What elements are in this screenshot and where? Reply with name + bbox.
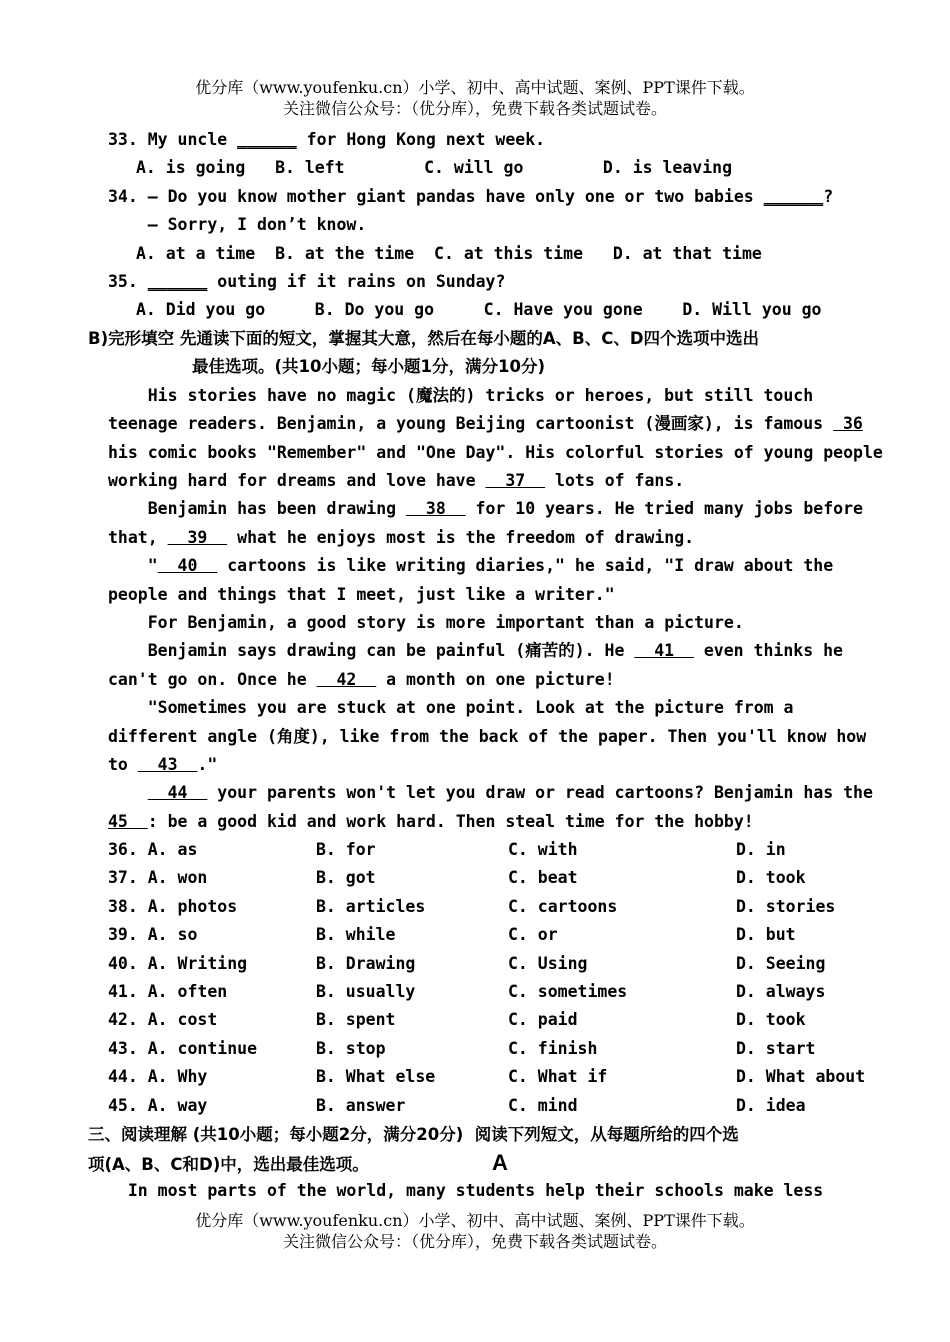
blank-38: 38 xyxy=(406,499,466,518)
choice-43-c: C. finish xyxy=(508,1038,598,1058)
passage-text: your parents won't let you draw or read cartoons? Benjamin has the xyxy=(207,783,873,802)
choice-45-b: B. answer xyxy=(316,1095,406,1115)
choice-36-b: B. for xyxy=(316,840,376,859)
blank-42: 42 xyxy=(316,670,377,689)
q34-stem-b: ? xyxy=(823,187,834,206)
passage-line-8: people and things that I meet, just like a writer." xyxy=(108,585,615,604)
blank-43: 43 xyxy=(137,755,198,774)
choice-45-c: C. mind xyxy=(508,1095,578,1115)
choice-37-d: D. took xyxy=(736,868,806,888)
choice-40-c: C. Using xyxy=(508,953,588,973)
section-3-instructions-1: 三、阅读理解 (共10小题；每小题2分，满分20分) 阅读下列短文，从每题所给的四个选 xyxy=(88,1125,739,1144)
q35-stem-b: outing if it rains on Sunday? xyxy=(207,272,506,291)
choice-36-d: D. in xyxy=(736,840,786,859)
blank-44: 44 xyxy=(147,783,208,802)
choice-38-b: B. articles xyxy=(316,896,426,916)
passage-line-7 xyxy=(108,555,833,577)
passage-text: can't go on. Once he xyxy=(108,670,317,689)
passage-text: lots of fans. xyxy=(545,471,685,490)
choice-45-a: 45. A. way xyxy=(108,1095,208,1115)
q33-options: A. is going B. left C. will go D. is leaving xyxy=(136,158,733,177)
choice-42-d: D. took xyxy=(736,1010,806,1030)
choice-38-d: D. stories xyxy=(736,896,836,916)
q34-stem-a: 34. — Do you know mother giant pandas have only one or two babies xyxy=(108,187,764,206)
header-line-1: 优分库（www.youfenku.cn）小学、初中、高中试题、案例、PPT课件下载。 xyxy=(195,78,755,97)
passage-text: cartoons is like writing diaries," he said, "I draw about the xyxy=(217,556,834,575)
question-33 xyxy=(108,129,545,151)
passage-line-5 xyxy=(108,498,863,520)
passage-line-10 xyxy=(108,640,843,662)
q33-stem-b: for Hong Kong next week. xyxy=(296,130,546,149)
q35-stem-a: 35. xyxy=(108,272,148,291)
choice-41-b: B. usually xyxy=(316,982,416,1001)
choice-39-d: D. but xyxy=(736,925,796,945)
question-34 xyxy=(108,186,833,208)
passage-text: : be a good kid and work hard. Then steal time for the hobby! xyxy=(147,812,754,831)
blank-39: 39 xyxy=(167,528,228,547)
passage-text: to xyxy=(108,755,138,774)
passage-text: " xyxy=(108,556,158,575)
passage-line-3: his comic books "Remember" and "One Day". His colorful stories of young people xyxy=(108,443,883,462)
passage-text: that, xyxy=(108,528,168,547)
blank-37: 37 xyxy=(485,471,546,490)
choice-39-b: B. while xyxy=(316,925,396,945)
choice-36-a: 36. A. as xyxy=(108,840,198,859)
choice-43-a: 43. A. continue xyxy=(108,1038,258,1058)
choice-39-c: C. or xyxy=(508,925,558,945)
header-line-2: 关注微信公众号：（优分库），免费下载各类试题试卷。 xyxy=(282,99,667,118)
passage-text: working hard for dreams and love have xyxy=(108,471,486,490)
choice-42-c: C. paid xyxy=(508,1010,578,1030)
choice-37-b: B. got xyxy=(316,868,376,888)
passage-text: Benjamin says drawing can be painful (痛苦的). He xyxy=(108,641,635,660)
choice-40-d: D. Seeing xyxy=(736,953,826,973)
passage-line-1: His stories have no magic (魔法的) tricks or heroes, but still touch xyxy=(108,386,814,405)
passage-line-14 xyxy=(108,754,217,776)
q33-blank: ______ xyxy=(237,130,297,149)
passage-line-16 xyxy=(108,811,754,833)
passage-text: for 10 years. He tried many jobs before xyxy=(465,499,863,518)
passage-text: teenage readers. Benjamin, a young Beijing cartoonist (漫画家), is famous xyxy=(108,414,834,433)
q35-blank: ______ xyxy=(147,272,208,291)
choice-44-d: D. What about xyxy=(736,1067,866,1087)
choice-40-a: 40. A. Writing xyxy=(108,953,248,973)
choice-43-b: B. stop xyxy=(316,1038,386,1058)
passage-line-9: For Benjamin, a good story is more important than a picture. xyxy=(108,613,744,632)
choice-36-c: C. with xyxy=(508,840,578,859)
passage-line-6 xyxy=(108,527,694,549)
q33-stem-a: 33. My uncle xyxy=(108,130,238,149)
passage-line-12: "Sometimes you are stuck at one point. Look at the picture from a xyxy=(108,698,794,717)
question-35 xyxy=(108,271,505,293)
choice-41-c: C. sometimes xyxy=(508,982,628,1001)
passage-text xyxy=(108,783,148,802)
choice-40-b: B. Drawing xyxy=(316,953,416,973)
section-b-instructions-1: B)完形填空 先通读下面的短文，掌握其大意，然后在每小题的A、B、C、D四个选项中选出 xyxy=(88,329,760,348)
passage-text: Benjamin has been drawing xyxy=(108,499,407,518)
choice-37-a: 37. A. won xyxy=(108,868,208,888)
q34-blank: ______ xyxy=(763,187,824,206)
reading-a-first-line: In most parts of the world, many students help their schools make less xyxy=(108,1181,824,1200)
q34-reply: — Sorry, I don’t know. xyxy=(108,215,367,234)
choice-39-a: 39. A. so xyxy=(108,925,198,945)
footer-line-2: 关注微信公众号：（优分库），免费下载各类试题试卷。 xyxy=(282,1232,667,1251)
blank-45: 45 xyxy=(108,812,148,831)
blank-36: 36 xyxy=(833,414,863,433)
section-3-instructions-2: 项(A、B、C和D)中，选出最佳选项。 xyxy=(88,1155,369,1174)
footer-line-1: 优分库（www.youfenku.cn）小学、初中、高中试题、案例、PPT课件下载。 xyxy=(195,1211,755,1230)
passage-text: even thinks he xyxy=(693,641,843,660)
choice-37-c: C. beat xyxy=(508,868,578,888)
passage-text: what he enjoys most is the freedom of drawing. xyxy=(227,528,695,547)
choice-43-d: D. start xyxy=(736,1038,816,1058)
choice-44-a: 44. A. Why xyxy=(108,1067,208,1087)
choice-44-b: B. What else xyxy=(316,1067,436,1087)
choice-44-c: C. What if xyxy=(508,1067,608,1087)
blank-40: 40 xyxy=(157,556,218,575)
blank-41: 41 xyxy=(634,641,694,660)
q35-options: A. Did you go B. Do you go C. Have you gone D. Will you go xyxy=(136,300,822,319)
choice-42-b: B. spent xyxy=(316,1010,396,1030)
passage-line-11 xyxy=(108,669,615,691)
passage-a-label: A xyxy=(492,1150,508,1175)
passage-line-13: different angle (角度), like from the back of the paper. Then you'll know how xyxy=(108,727,867,746)
choice-42-a: 42. A. cost xyxy=(108,1010,218,1030)
passage-line-2 xyxy=(108,413,863,435)
q34-options: A. at a time B. at the time C. at this time D. at that time xyxy=(136,244,762,263)
choice-41-a: 41. A. often xyxy=(108,982,228,1001)
choice-41-d: D. always xyxy=(736,982,826,1001)
passage-text: ." xyxy=(197,755,218,774)
passage-text: a month on one picture! xyxy=(376,670,615,689)
passage-line-4 xyxy=(108,470,684,492)
choice-38-c: C. cartoons xyxy=(508,896,618,916)
section-b-instructions-2: 最佳选项。(共10小题；每小题1分，满分10分) xyxy=(192,357,545,376)
choice-45-d: D. idea xyxy=(736,1095,806,1115)
choice-38-a: 38. A. photos xyxy=(108,896,238,916)
passage-line-15 xyxy=(108,782,873,804)
